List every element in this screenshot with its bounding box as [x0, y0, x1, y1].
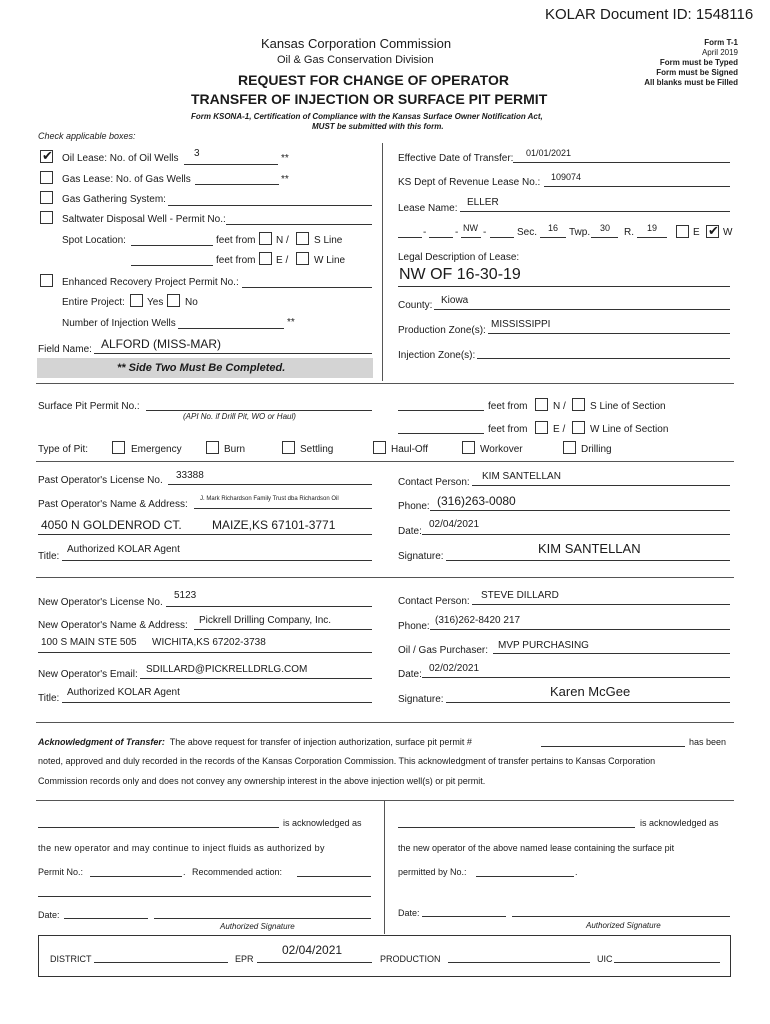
pit-burn-label: Burn	[224, 444, 246, 455]
effective-date-label: Effective Date of Transfer:	[398, 153, 514, 164]
pit-workover-checkbox[interactable]	[462, 441, 475, 454]
new-phone-value[interactable]: (316)262-8420 217	[435, 615, 521, 626]
pit-feet-from-1: feet from	[488, 401, 528, 412]
new-date-label: Date:	[398, 669, 422, 680]
purchaser-value[interactable]: MVP PURCHASING	[498, 640, 589, 651]
spot-s-checkbox[interactable]	[296, 232, 309, 245]
range-e-label: E	[693, 227, 700, 238]
pit-type-label: Type of Pit:	[38, 444, 89, 455]
new-contact-label: Contact Person:	[398, 596, 470, 607]
gas-gathering-checkbox[interactable]	[40, 191, 53, 204]
spot-feet-from-1: feet from	[216, 235, 256, 246]
new-address-2[interactable]: WICHITA,KS 67202-3738	[152, 637, 266, 648]
past-address-1[interactable]: 4050 N GOLDENROD CT.	[41, 518, 182, 532]
form-title-2: TRANSFER OF INJECTION OR SURFACE PIT PERMIT	[191, 91, 548, 107]
past-contact-value[interactable]: KIM SANTELLAN	[482, 471, 561, 482]
spot-w-label: W Line	[314, 255, 346, 266]
footer-production-label: PRODUCTION	[380, 954, 441, 964]
gas-lease-label: Gas Lease: No. of Gas Wells	[62, 174, 191, 185]
pit-settling-label: Settling	[300, 444, 334, 455]
oil-wells-value[interactable]: 3	[194, 148, 200, 159]
new-email-value[interactable]: SDILLARD@PICKRELLDRLG.COM	[146, 664, 308, 675]
field-name-label: Field Name:	[38, 344, 92, 355]
pit-s-checkbox[interactable]	[572, 398, 585, 411]
ks-dept-label: KS Dept of Revenue Lease No.:	[398, 177, 541, 188]
ack-left-is-ack: is acknowledged as	[283, 818, 362, 828]
range-w-label: W	[723, 227, 733, 238]
loc-sep-3: -	[483, 227, 487, 238]
spot-e-checkbox[interactable]	[259, 252, 272, 265]
ack-recommended-label: Recommended action:	[192, 867, 283, 877]
entire-no-checkbox[interactable]	[167, 294, 180, 307]
ack-line-2: noted, approved and duly recorded in the records of the Kansas Corporation Commission. This acknowledgment of transfer pertains to Kansas Corporation	[38, 756, 656, 766]
new-title-label: Title:	[38, 693, 60, 704]
pit-emergency-checkbox[interactable]	[112, 441, 125, 454]
form-typed-note: Form must be Typed	[659, 58, 738, 67]
past-date-value[interactable]: 02/04/2021	[429, 519, 480, 530]
spot-n-label: N /	[276, 235, 289, 246]
ksona-note-2: MUST be submitted with this form.	[312, 122, 444, 131]
new-license-label: New Operator's License No.	[38, 597, 163, 608]
county-value[interactable]: Kiowa	[441, 295, 469, 306]
ack-left-new-op: the new operator and may continue to inject fluids as authorized by	[38, 843, 325, 853]
pit-burn-checkbox[interactable]	[206, 441, 219, 454]
pit-drilling-label: Drilling	[581, 444, 612, 455]
entire-yes-checkbox[interactable]	[130, 294, 143, 307]
r-label: R.	[624, 227, 634, 238]
org-name: Kansas Corporation Commission	[261, 36, 452, 51]
spot-feet-from-2: feet from	[216, 255, 256, 266]
document-id: KOLAR Document ID: 1548116	[545, 6, 754, 23]
new-name-label: New Operator's Name & Address:	[38, 620, 188, 631]
pit-n-checkbox[interactable]	[535, 398, 548, 411]
lease-name-value[interactable]: ELLER	[467, 197, 499, 208]
spot-location-label: Spot Location:	[62, 235, 126, 246]
gas-lease-checkbox[interactable]	[40, 171, 53, 184]
swd-checkbox[interactable]	[40, 211, 53, 224]
ack-right-auth-sig: Authorized Signature	[586, 921, 661, 930]
county-label: County:	[398, 300, 433, 311]
oil-lease-label: Oil Lease: No. of Oil Wells	[62, 153, 179, 164]
past-signature-label: Signature:	[398, 551, 444, 562]
ack-left-date-label: Date:	[38, 910, 60, 920]
past-signature-value[interactable]: KIM SANTELLAN	[538, 541, 641, 556]
range-w-checkbox[interactable]: ✔	[708, 223, 719, 238]
ack-permitted-by-label: permitted by No.:	[398, 867, 467, 877]
ack-dot: .	[183, 867, 186, 877]
past-license-value[interactable]: 33388	[176, 470, 204, 481]
form-title-1: REQUEST FOR CHANGE OF OPERATOR	[238, 72, 509, 88]
new-phone-label: Phone:	[398, 621, 430, 632]
pit-w-label: W Line of Section	[590, 424, 669, 435]
eor-label: Enhanced Recovery Project Permit No.:	[62, 277, 239, 288]
sec-label: Sec.	[517, 227, 538, 238]
column-divider	[382, 143, 383, 381]
past-phone-value[interactable]: (316)263-0080	[437, 494, 516, 508]
pit-emergency-label: Emergency	[131, 444, 182, 455]
r-value[interactable]: 19	[647, 223, 658, 233]
spot-e-label: E /	[276, 255, 289, 266]
ksona-note-1: Form KSONA-1, Certification of Compliance with the Kansas Surface Owner Notification Act,	[191, 112, 543, 121]
ack-right-is-ack: is acknowledged as	[640, 818, 719, 828]
ack-line-3: Commission records only and does not convey any ownership interest in the above injection well(s) or pit permit.	[38, 776, 486, 786]
footer-district-label: DISTRICT	[50, 954, 92, 964]
ack-dot-2: .	[575, 867, 578, 877]
ack-has-been: has been	[689, 737, 727, 747]
new-title-value[interactable]: Authorized KOLAR Agent	[67, 687, 180, 698]
pit-e-label: E /	[553, 424, 566, 435]
footer-epr-label: EPR	[235, 954, 254, 964]
form-number: Form T-1	[704, 38, 738, 47]
ack-left-auth-sig: Authorized Signature	[220, 922, 295, 931]
pit-e-checkbox[interactable]	[535, 421, 548, 434]
api-note: (API No. if Drill Pit, WO or Haul)	[183, 412, 296, 421]
entire-project-label: Entire Project:	[62, 297, 125, 308]
loc-sep-2: -	[455, 227, 459, 238]
new-signature-value[interactable]: Karen McGee	[550, 684, 631, 699]
swd-label: Saltwater Disposal Well - Permit No.:	[62, 214, 226, 225]
check-applicable-label: Check applicable boxes:	[38, 131, 136, 141]
new-contact-value[interactable]: STEVE DILLARD	[481, 590, 559, 601]
spot-s-label: S Line	[314, 235, 343, 246]
new-date-value[interactable]: 02/02/2021	[429, 663, 480, 674]
form-blanks-note: All blanks must be Filled	[644, 78, 738, 87]
oil-lease-checkbox[interactable]: ✔	[42, 148, 53, 163]
past-phone-label: Phone:	[398, 501, 430, 512]
new-address-1[interactable]: 100 S MAIN STE 505	[41, 637, 137, 648]
oil-wells-stars: **	[281, 153, 289, 164]
past-title-value[interactable]: Authorized KOLAR Agent	[67, 544, 180, 555]
pit-feet-from-2: feet from	[488, 424, 528, 435]
sec-value[interactable]: 16	[548, 223, 559, 233]
new-signature-label: Signature:	[398, 694, 444, 705]
spot-n-checkbox[interactable]	[259, 232, 272, 245]
loc-sep-1: -	[423, 227, 427, 238]
past-name-label: Past Operator's Name & Address:	[38, 499, 188, 510]
pit-w-checkbox[interactable]	[572, 421, 585, 434]
past-license-label: Past Operator's License No.	[38, 475, 163, 486]
num-injection-stars: **	[287, 317, 295, 328]
pit-s-label: S Line of Section	[590, 401, 666, 412]
lease-name-label: Lease Name:	[398, 203, 458, 214]
pit-workover-label: Workover	[480, 444, 523, 455]
division-name: Oil & Gas Conservation Division	[277, 54, 434, 66]
form-signed-note: Form must be Signed	[656, 68, 738, 77]
quarter-value[interactable]: NW	[463, 223, 478, 233]
pit-drilling-checkbox[interactable]	[563, 441, 576, 454]
ack-divider	[384, 800, 385, 934]
new-email-label: New Operator's Email:	[38, 669, 138, 680]
ack-right-date-label: Date:	[398, 908, 420, 918]
ack-line-1: Acknowledgment of Transfer: The above request for transfer of injection authorization, surface pit permit #	[38, 737, 472, 747]
gas-gathering-label: Gas Gathering System:	[62, 194, 166, 205]
purchaser-label: Oil / Gas Purchaser:	[398, 645, 489, 656]
past-address-2[interactable]: MAIZE,KS 67101-3771	[212, 518, 336, 532]
num-injection-wells-label: Number of Injection Wells	[62, 318, 176, 329]
ack-right-new-op: the new operator of the above named lease containing the surface pit	[398, 843, 675, 853]
twp-label: Twp.	[569, 227, 591, 238]
legal-desc-value[interactable]: NW OF 16-30-19	[399, 266, 521, 283]
side-two-note: ** Side Two Must Be Completed.	[117, 362, 286, 374]
entire-no-label: No	[185, 297, 198, 308]
pit-settling-checkbox[interactable]	[282, 441, 295, 454]
spot-w-checkbox[interactable]	[296, 252, 309, 265]
new-name-value[interactable]: Pickrell Drilling Company, Inc.	[199, 615, 332, 626]
pit-hauloff-label: Haul-Off	[391, 444, 429, 455]
pit-n-label: N /	[553, 401, 566, 412]
field-name-value[interactable]: ALFORD (MISS-MAR)	[101, 337, 221, 351]
pit-hauloff-checkbox[interactable]	[373, 441, 386, 454]
legal-desc-label: Legal Description of Lease:	[398, 252, 520, 263]
past-title-label: Title:	[38, 551, 60, 562]
prod-zone-value[interactable]: MISSISSIPPI	[491, 319, 551, 330]
range-e-checkbox[interactable]	[676, 225, 689, 238]
surface-pit-label: Surface Pit Permit No.:	[38, 401, 140, 412]
past-name-value[interactable]: J. Mark Richardson Family Trust dba Richardson Oil	[200, 496, 339, 502]
ks-dept-value[interactable]: 109074	[551, 172, 582, 182]
ack-permit-no-label: Permit No.:	[38, 867, 84, 877]
effective-date-value[interactable]: 01/01/2021	[526, 148, 572, 158]
twp-value[interactable]: 30	[600, 223, 611, 233]
entire-yes-label: Yes	[147, 297, 164, 308]
past-date-label: Date:	[398, 526, 422, 537]
inj-zone-label: Injection Zone(s):	[398, 350, 476, 361]
gas-wells-stars: **	[281, 174, 289, 185]
new-license-value[interactable]: 5123	[174, 590, 197, 601]
eor-checkbox[interactable]	[40, 274, 53, 287]
prod-zone-label: Production Zone(s):	[398, 325, 486, 336]
form-revision: April 2019	[701, 48, 738, 57]
past-contact-label: Contact Person:	[398, 477, 470, 488]
footer-epr-date[interactable]: 02/04/2021	[282, 943, 343, 957]
footer-uic-label: UIC	[597, 954, 613, 964]
